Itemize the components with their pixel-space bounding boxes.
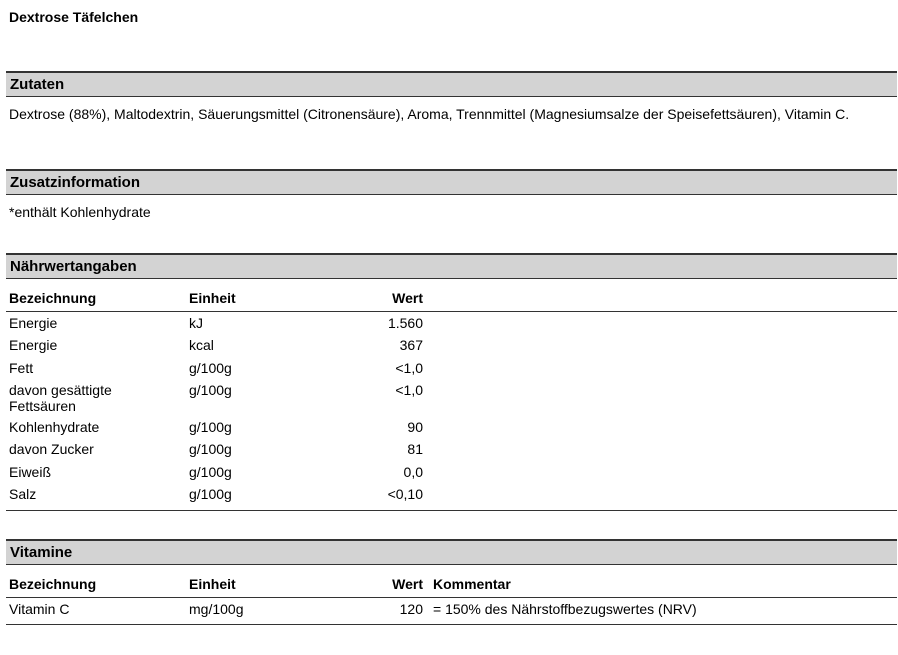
column-header-kommentar: Kommentar [433, 576, 511, 592]
row-unit: g/100g [189, 486, 232, 502]
section-title: Zutaten [10, 76, 65, 93]
section-title: Vitamine [10, 544, 73, 561]
row-name: davon Zucker [9, 441, 94, 457]
row-unit: g/100g [189, 419, 232, 435]
section-title: Nährwertangaben [10, 258, 137, 275]
nutrition-table-body [9, 315, 897, 508]
table-bottom-divider [6, 510, 897, 511]
table-row [9, 464, 897, 486]
section-header-zusatzinformation [6, 169, 897, 195]
additional-info-text: *enthält Kohlenhydrate [9, 204, 151, 220]
row-value: <0,10 [387, 486, 423, 502]
row-name: Vitamin C [9, 601, 70, 617]
column-header-einheit: Einheit [189, 290, 236, 306]
section-header-vitamine [6, 539, 897, 565]
table-header-row [9, 576, 897, 596]
vitamin-table-body [9, 601, 897, 621]
table-row [9, 315, 897, 337]
row-value: 90 [407, 419, 423, 435]
row-unit: g/100g [189, 382, 232, 398]
table-header-divider [6, 597, 897, 598]
row-comment: = 150% des Nährstoffbezugswertes (NRV) [433, 601, 697, 617]
row-value: 120 [399, 601, 423, 617]
row-unit: kJ [189, 315, 203, 331]
table-row [9, 419, 897, 441]
row-name: Eiweiß [9, 464, 52, 480]
row-unit: g/100g [189, 360, 232, 376]
section-header-naehrwertangaben [6, 253, 897, 279]
row-name: Salz [9, 486, 37, 502]
table-row [9, 360, 897, 382]
row-value: 367 [399, 337, 423, 353]
column-header-bezeichnung: Bezeichnung [9, 290, 97, 306]
table-header-divider [6, 311, 897, 312]
row-value: 0,0 [403, 464, 423, 480]
column-header-wert: Wert [392, 576, 423, 592]
table-row [9, 601, 897, 621]
document-title: Dextrose Täfelchen [9, 9, 139, 25]
nutrition-table [9, 290, 897, 310]
row-unit: kcal [189, 337, 214, 353]
column-header-bezeichnung: Bezeichnung [9, 576, 97, 592]
row-name: Energie [9, 315, 58, 331]
row-value: <1,0 [395, 360, 423, 376]
vitamin-table [9, 576, 897, 596]
table-row [9, 382, 897, 419]
column-header-wert: Wert [392, 290, 423, 306]
row-name: Energie [9, 337, 58, 353]
table-row [9, 486, 897, 508]
row-unit: mg/100g [189, 601, 244, 617]
table-header-row [9, 290, 897, 310]
table-row [9, 337, 897, 360]
section-title: Zusatzinformation [10, 174, 140, 191]
section-header-zutaten [6, 71, 897, 97]
row-value: <1,0 [395, 382, 423, 398]
column-header-einheit: Einheit [189, 576, 236, 592]
row-unit: g/100g [189, 441, 232, 457]
table-row [9, 441, 897, 464]
table-bottom-divider [6, 624, 897, 625]
row-unit: g/100g [189, 464, 232, 480]
row-name: Kohlenhydrate [9, 419, 100, 435]
row-value: 81 [407, 441, 423, 457]
row-name: Fett [9, 360, 34, 376]
row-value: 1.560 [387, 315, 423, 331]
ingredients-text: Dextrose (88%), Maltodextrin, Säuerungsmittel (Citronensäure), Aroma, Trennmittel (Magnesiumsalze der Speisefettsäuren), Vitamin C. [9, 106, 850, 122]
row-name: davon gesättigte Fettsäuren [9, 382, 112, 414]
